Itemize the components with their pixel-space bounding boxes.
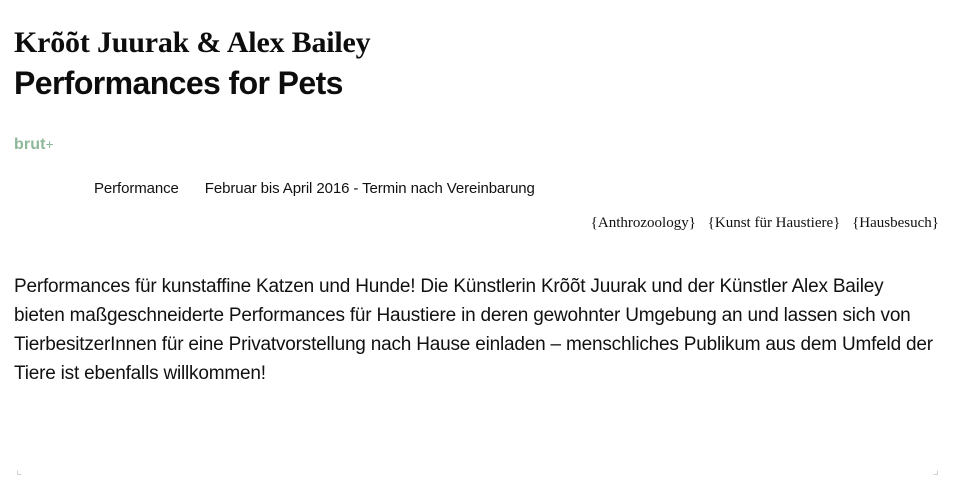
venue-label[interactable]: [14, 136, 941, 154]
tag-item[interactable]: {Anthrozoology}: [590, 215, 696, 231]
corner-bracket-left-icon: ⌞: [16, 462, 23, 477]
page-title: Performances for Pets: [14, 65, 343, 101]
event-meta: [14, 180, 941, 197]
event-category[interactable]: Performance: [94, 180, 179, 197]
event-dates: Februar bis April 2016 - Termin nach Vereinbarung: [204, 180, 535, 197]
venue-plus: +: [45, 136, 54, 152]
tag-list: [14, 215, 941, 232]
tag-item[interactable]: {Hausbesuch}: [852, 215, 939, 231]
corner-bracket-right-icon: ⌟: [932, 462, 939, 477]
tag-item[interactable]: {Kunst für Haustiere}: [707, 215, 841, 231]
artist-names: Krõõt Juurak & Alex Bailey: [14, 26, 371, 59]
description-text: Performances für kunstaffine Katzen und Hunde! Die Künstlerin Krõõt Juurak und der Künstler Alex Bailey bieten maßgeschneiderte Performances für Haustiere in deren gewohnter Umgebung an und lassen sich von TierbesitzerInnen für eine Privatvorstellung nach Hause einladen – menschliches Publikum aus dem Umfeld der Tiere ist ebenfalls willkommen!: [14, 276, 933, 384]
venue-name: brut: [14, 136, 46, 153]
